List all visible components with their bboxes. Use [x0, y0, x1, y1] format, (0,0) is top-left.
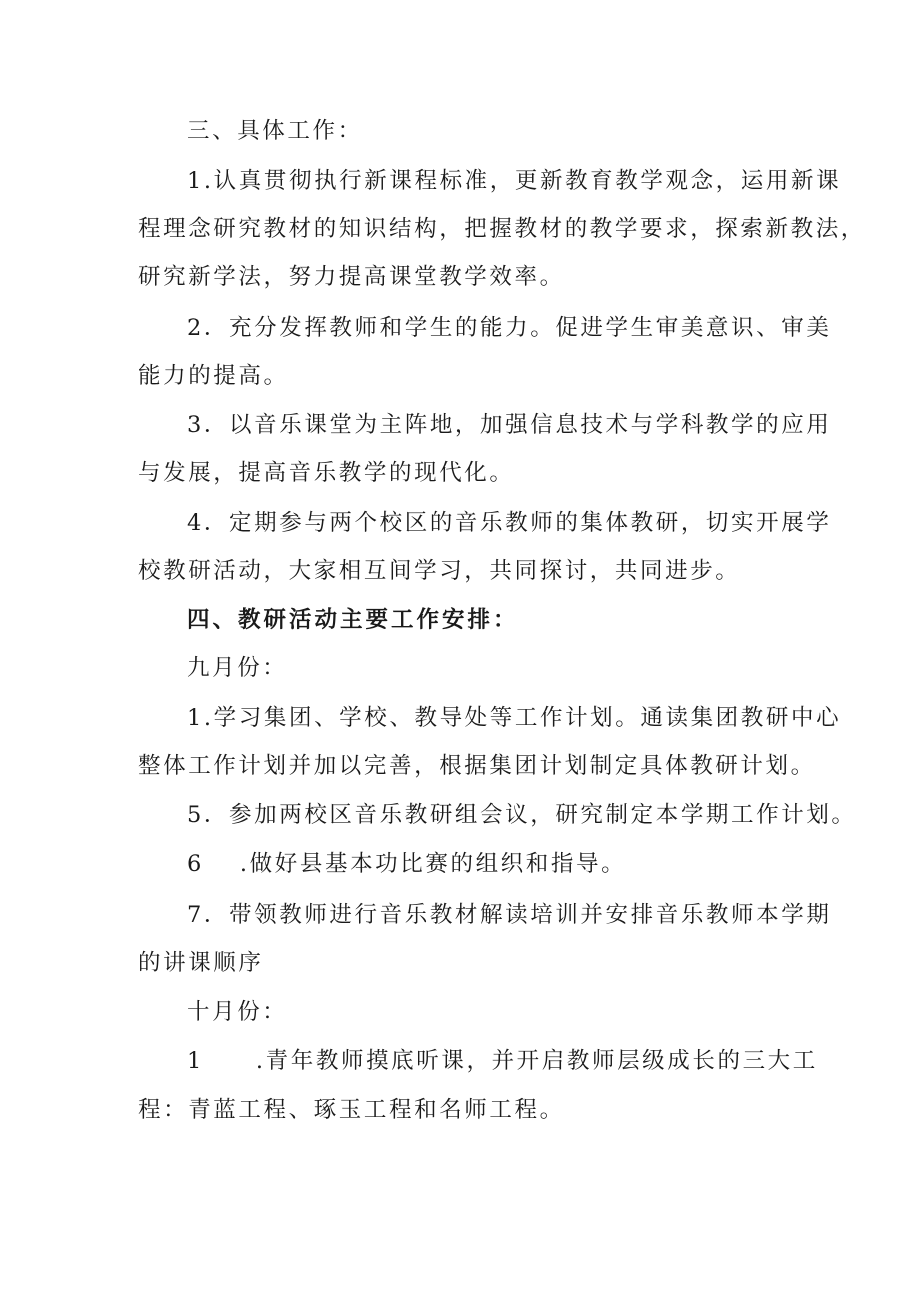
item1-line2: 程理念研究教材的知识结构，把握教材的教学要求，探索新教法，	[138, 216, 866, 242]
september-label: 九月份：	[187, 655, 288, 681]
item3-line1: 3．以音乐课堂为主阵地，加强信息技术与学科教学的应用	[187, 412, 832, 438]
oct-item1-text: .青年教师摸底听课，并开启教师层级成长的三大工	[255, 1048, 818, 1074]
sep-item1-line2: 整体工作计划并加以完善，根据集团计划制定具体教研计划。	[138, 753, 816, 779]
section4-heading: 四、教研活动主要工作安排：	[187, 607, 519, 633]
sep-item5: 5．参加两校区音乐教研组会议，研究制定本学期工作计划。	[187, 802, 857, 828]
oct-item1-number: 1	[187, 1048, 204, 1074]
item1-line1: 1.认真贯彻执行新课程标准，更新教育教学观念，运用新课	[187, 168, 842, 194]
section3-heading: 三、具体工作：	[187, 118, 363, 144]
item4-line2: 校教研活动，大家相互间学习，共同探讨，共同进步。	[138, 558, 741, 584]
sep-item1-line1: 1.学习集团、学校、教导处等工作计划。通读集团教研中心	[187, 705, 842, 731]
october-label: 十月份：	[187, 999, 288, 1025]
sep-item6	[187, 849, 626, 879]
oct-item1-line1	[187, 1046, 818, 1076]
sep-item6-number: 6	[187, 851, 204, 877]
sep-item7-line2: 的讲课顺序	[138, 950, 264, 976]
sep-item7-line1: 7．带领教师进行音乐教材解读培训并安排音乐教师本学期	[187, 902, 832, 928]
item2-line2: 能力的提高。	[138, 363, 289, 389]
item4-line1: 4．定期参与两个校区的音乐教师的集体教研，切实开展学	[187, 510, 832, 536]
item1-line3: 研究新学法，努力提高课堂教学效率。	[138, 264, 565, 290]
item3-line2: 与发展，提高音乐教学的现代化。	[138, 460, 515, 486]
item2-line1: 2．充分发挥教师和学生的能力。促进学生审美意识、审美	[187, 315, 832, 341]
sep-item6-text: .做好县基本功比赛的组织和指导。	[239, 851, 627, 877]
oct-item1-line2: 程：青蓝工程、琢玉工程和名师工程。	[138, 1097, 565, 1123]
